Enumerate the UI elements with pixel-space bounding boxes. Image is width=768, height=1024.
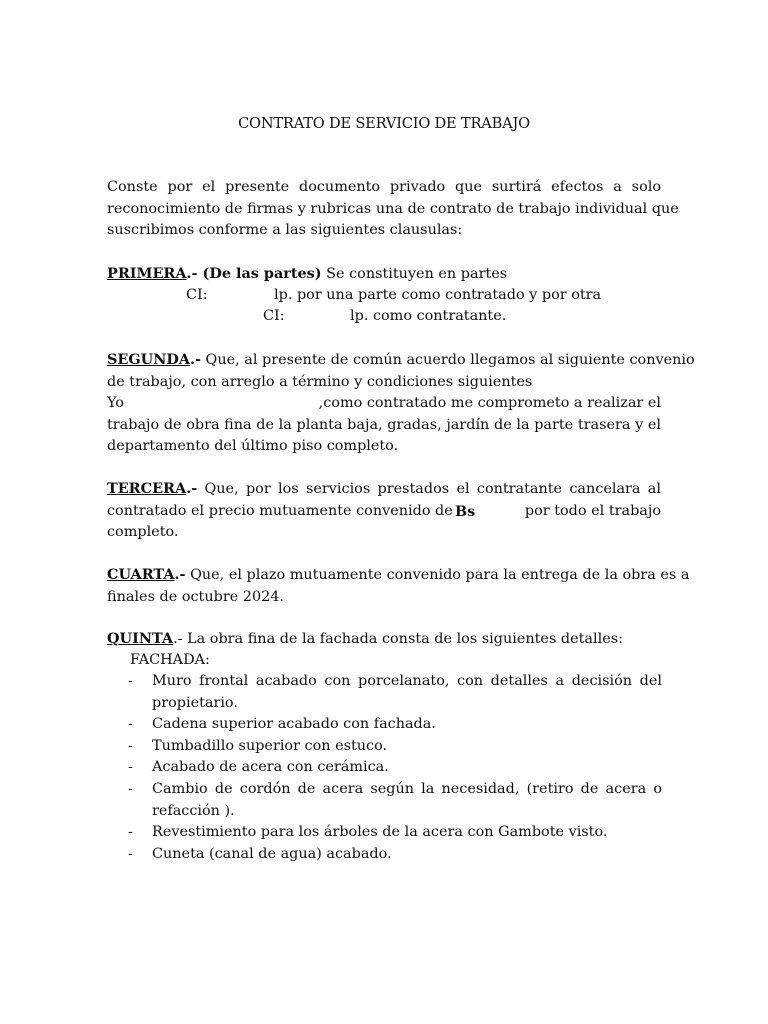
intro-line-2: reconocimiento de firmas y rubricas una de contrato de trabajo individual que — [107, 200, 679, 217]
tercera-text-2a: contratado el precio mutuamente convenido de — [107, 502, 453, 519]
primera-separator: .- — [186, 265, 203, 282]
tercera-label: TERCERA — [107, 480, 187, 497]
list-item-text: Tumbadillo superior con estuco. — [152, 737, 388, 754]
fachada-list-item — [128, 736, 662, 758]
quinta-line-1 — [107, 628, 661, 651]
segunda-line-4: trabajo de obra fina de la planta baja, gradas, jardín de la parte trasera y el — [107, 416, 661, 433]
fachada-list-item — [128, 714, 662, 736]
list-dash: - — [128, 824, 133, 841]
clause-tercera — [107, 478, 661, 544]
list-item-text: Revestimiento para los árboles de la acera con Gambote visto. — [152, 824, 608, 841]
primera-ci-1: CI: — [186, 287, 208, 303]
cuarta-label: CUARTA — [107, 566, 175, 583]
cuarta-line-1 — [107, 564, 690, 587]
cuarta-text-1: Que, el plazo mutuamente convenido para la entrega de la obra es a — [185, 567, 690, 583]
segunda-label: SEGUNDA — [107, 351, 190, 368]
fachada-list-item — [128, 822, 662, 844]
segunda-yo: Yo — [107, 395, 124, 412]
tercera-line-1 — [107, 478, 661, 501]
primera-text: Se constituyen en partes — [321, 266, 508, 282]
clause-quinta — [107, 628, 661, 651]
intro-paragraph — [107, 177, 679, 242]
fachada-heading: FACHADA: — [130, 652, 210, 668]
primera-line-2: lp. por una parte como contratado y por otra — [274, 287, 602, 303]
cuarta-line-2: finales de octubre 2024. — [107, 588, 284, 605]
list-dash: - — [128, 716, 133, 733]
primera-line-1 — [107, 263, 661, 286]
tercera-text-2b: por todo el trabajo — [524, 502, 661, 519]
clause-segunda — [107, 349, 695, 458]
fachada-list-item — [128, 757, 662, 779]
intro-line-1: Conste por el presente documento privado que surtirá efectos a solo — [107, 179, 661, 195]
tercera-currency: Bs — [455, 502, 476, 520]
list-item-text: Cuneta (canal de agua) acabado. — [152, 845, 392, 862]
list-dash: - — [128, 737, 133, 754]
segunda-text-3: ,como contratado me comprometo a realizar el — [318, 395, 661, 412]
quinta-separator: .- — [173, 631, 188, 647]
segunda-separator: .- — [190, 351, 201, 368]
intro-line-3: suscribimos conforme a las siguientes clausulas: — [107, 222, 463, 239]
fachada-list — [128, 671, 662, 865]
clause-cuarta — [107, 564, 690, 608]
fachada-list-item — [128, 844, 662, 866]
segunda-line-2: de trabajo, con arreglo a término y condiciones siguientes — [107, 373, 533, 390]
segunda-line-3 — [107, 393, 661, 415]
segunda-text-1: Que, al presente de común acuerdo llegamos al siguiente convenio — [200, 352, 695, 368]
fachada-list-item — [128, 671, 662, 714]
list-dash: - — [128, 845, 133, 862]
primera-line-3: lp. como contratante. — [350, 308, 507, 324]
list-item-text: Cambio de cordón de acera según la necesidad, (retiro de acera o refacción ). — [152, 780, 662, 819]
document-title: CONTRATO DE SERVICIO DE TRABAJO — [238, 115, 530, 132]
tercera-text-1: Que, por los servicios prestados el contratante cancelara al — [197, 481, 661, 497]
list-item-text: Muro frontal acabado con porcelanato, con detalles a decisión del propietario. — [152, 673, 662, 711]
primera-ci-2: CI: — [263, 308, 285, 324]
segunda-line-1 — [107, 349, 695, 372]
list-item-text: Cadena superior acabado con fachada. — [152, 716, 436, 733]
list-dash: - — [128, 780, 133, 797]
primera-subtitle: (De las partes) — [202, 265, 322, 282]
quinta-label: QUINTA — [107, 630, 174, 647]
quinta-text-1: La obra fina de la fachada consta de los siguientes detalles: — [187, 631, 623, 647]
clause-primera — [107, 263, 661, 286]
segunda-line-5: departamento del último piso completo. — [107, 438, 399, 455]
primera-label: PRIMERA — [107, 265, 187, 282]
list-dash: - — [128, 673, 133, 689]
list-dash: - — [128, 759, 133, 776]
tercera-line-3: completo. — [107, 524, 179, 541]
tercera-separator: .- — [186, 480, 198, 497]
tercera-line-2 — [107, 501, 661, 523]
cuarta-separator: .- — [174, 566, 186, 583]
fachada-list-item — [128, 779, 662, 822]
list-item-text: Acabado de acera con cerámica. — [152, 759, 389, 776]
